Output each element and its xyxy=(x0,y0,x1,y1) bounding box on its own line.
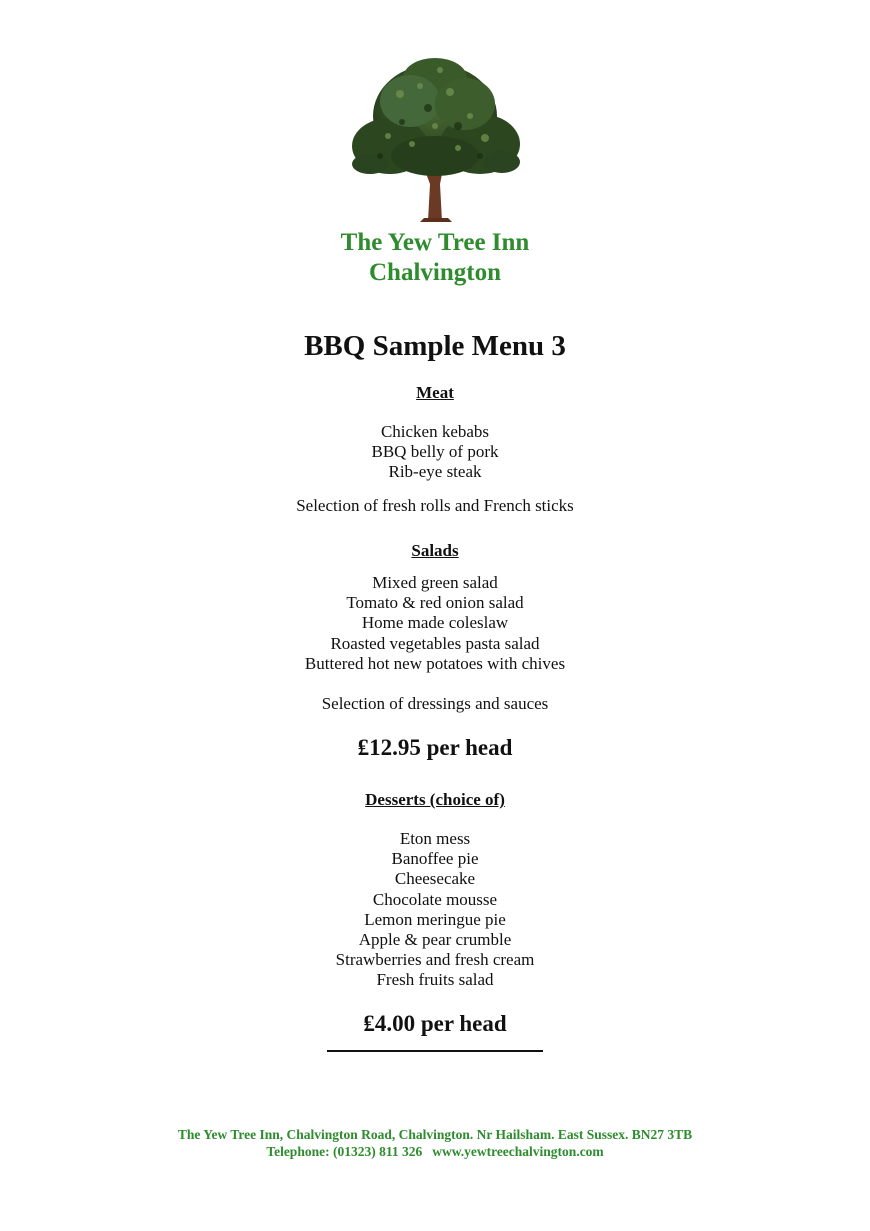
list-item: Lemon meringue pie xyxy=(364,909,506,929)
yew-tree-logo xyxy=(340,56,530,226)
meat-list xyxy=(0,422,870,483)
footer-website[interactable]: www.yewtreechalvington.com xyxy=(432,1144,604,1159)
salads-heading: Salads xyxy=(411,541,459,560)
inn-name: The Yew Tree Inn xyxy=(340,229,530,256)
list-item: Strawberries and fresh cream xyxy=(335,950,535,970)
list-item: Buttered hot new potatoes with chives xyxy=(304,653,566,673)
list-item: Roasted vegetables pasta salad xyxy=(330,633,540,653)
list-item: Eton mess xyxy=(399,829,471,848)
salads-note: Selection of dressings and sauces xyxy=(321,694,549,713)
footer-contact xyxy=(0,1143,870,1160)
menu-title: BBQ Sample Menu 3 xyxy=(304,330,566,362)
dessert-price: ₤4.00 per head xyxy=(363,1011,507,1036)
meat-note: Selection of fresh rolls and French sticks xyxy=(296,496,574,515)
list-item: Rib-eye steak xyxy=(388,462,482,482)
list-item: Chicken kebabs xyxy=(380,422,490,441)
list-item: Home made coleslaw xyxy=(361,613,509,633)
inn-location: Chalvington xyxy=(369,259,501,286)
list-item: Cheesecake xyxy=(394,869,476,889)
footer-telephone: Telephone: (01323) 811 326 xyxy=(266,1144,423,1159)
meat-heading: Meat xyxy=(416,383,454,402)
main-price: ₤12.95 per head xyxy=(357,735,513,760)
list-item: Tomato & red onion salad xyxy=(346,593,524,613)
desserts-heading: Desserts (choice of) xyxy=(365,790,505,809)
salads-list xyxy=(0,573,870,674)
list-item: Banoffee pie xyxy=(391,849,479,869)
list-item: Chocolate mousse xyxy=(372,889,498,909)
list-item: BBQ belly of pork xyxy=(371,442,499,462)
list-item: Mixed green salad xyxy=(372,573,498,592)
divider xyxy=(327,1050,543,1052)
list-item: Apple & pear crumble xyxy=(358,930,512,950)
footer-address: The Yew Tree Inn, Chalvington Road, Chalvington. Nr Hailsham. East Sussex. BN27 3TB xyxy=(177,1127,693,1142)
list-item: Fresh fruits salad xyxy=(376,970,494,990)
desserts-list xyxy=(0,829,870,991)
